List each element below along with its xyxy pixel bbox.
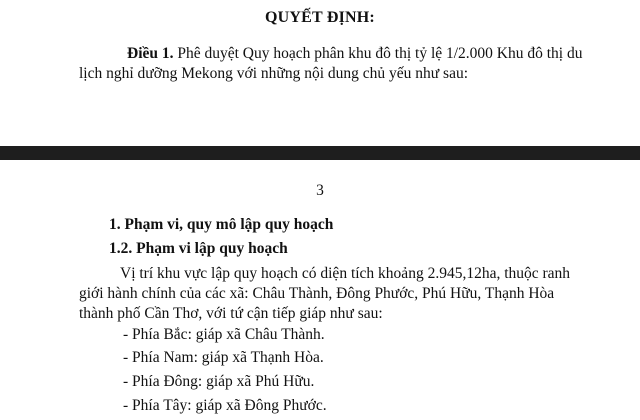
border-item-south: - Phía Nam: giáp xã Thạnh Hòa. (123, 349, 324, 366)
border-item-east: - Phía Đông: giáp xã Phú Hữu. (123, 373, 315, 390)
article-1-text: Phê duyệt Quy hoạch phân khu đô thị tỷ lệ 1/2.000 Khu đô thị du (177, 45, 583, 62)
border-item-west: - Phía Tây: giáp xã Đông Phước. (123, 397, 327, 414)
section-heading-1: 1. Phạm vi, quy mô lập quy hoạch (109, 216, 334, 233)
border-item-north: - Phía Bắc: giáp xã Châu Thành. (123, 326, 325, 343)
body-text-line: giới hành chính của các xã: Châu Thành, Đông Phước, Phú Hữu, Thạnh Hòa (79, 285, 555, 302)
body-text-line: Vị trí khu vực lập quy hoạch có diện tích khoảng 2.945,12ha, thuộc ranh (120, 265, 571, 282)
article-1-label: Điều 1. (127, 45, 174, 62)
article-1-line-1 (127, 44, 583, 64)
document-page-bottom (0, 160, 640, 420)
decision-heading: QUYẾT ĐỊNH: (265, 9, 375, 26)
document-page-top (0, 0, 640, 146)
body-text-line: thành phố Cần Thơ, với tứ cận tiếp giáp như sau: (79, 305, 383, 322)
article-1-line-2: lịch nghỉ dưỡng Mekong với những nội dung chủ yếu như sau: (79, 65, 469, 82)
page-number: 3 (316, 182, 324, 199)
section-heading-1-2: 1.2. Phạm vi lập quy hoạch (109, 240, 288, 257)
page-separator (0, 146, 640, 160)
